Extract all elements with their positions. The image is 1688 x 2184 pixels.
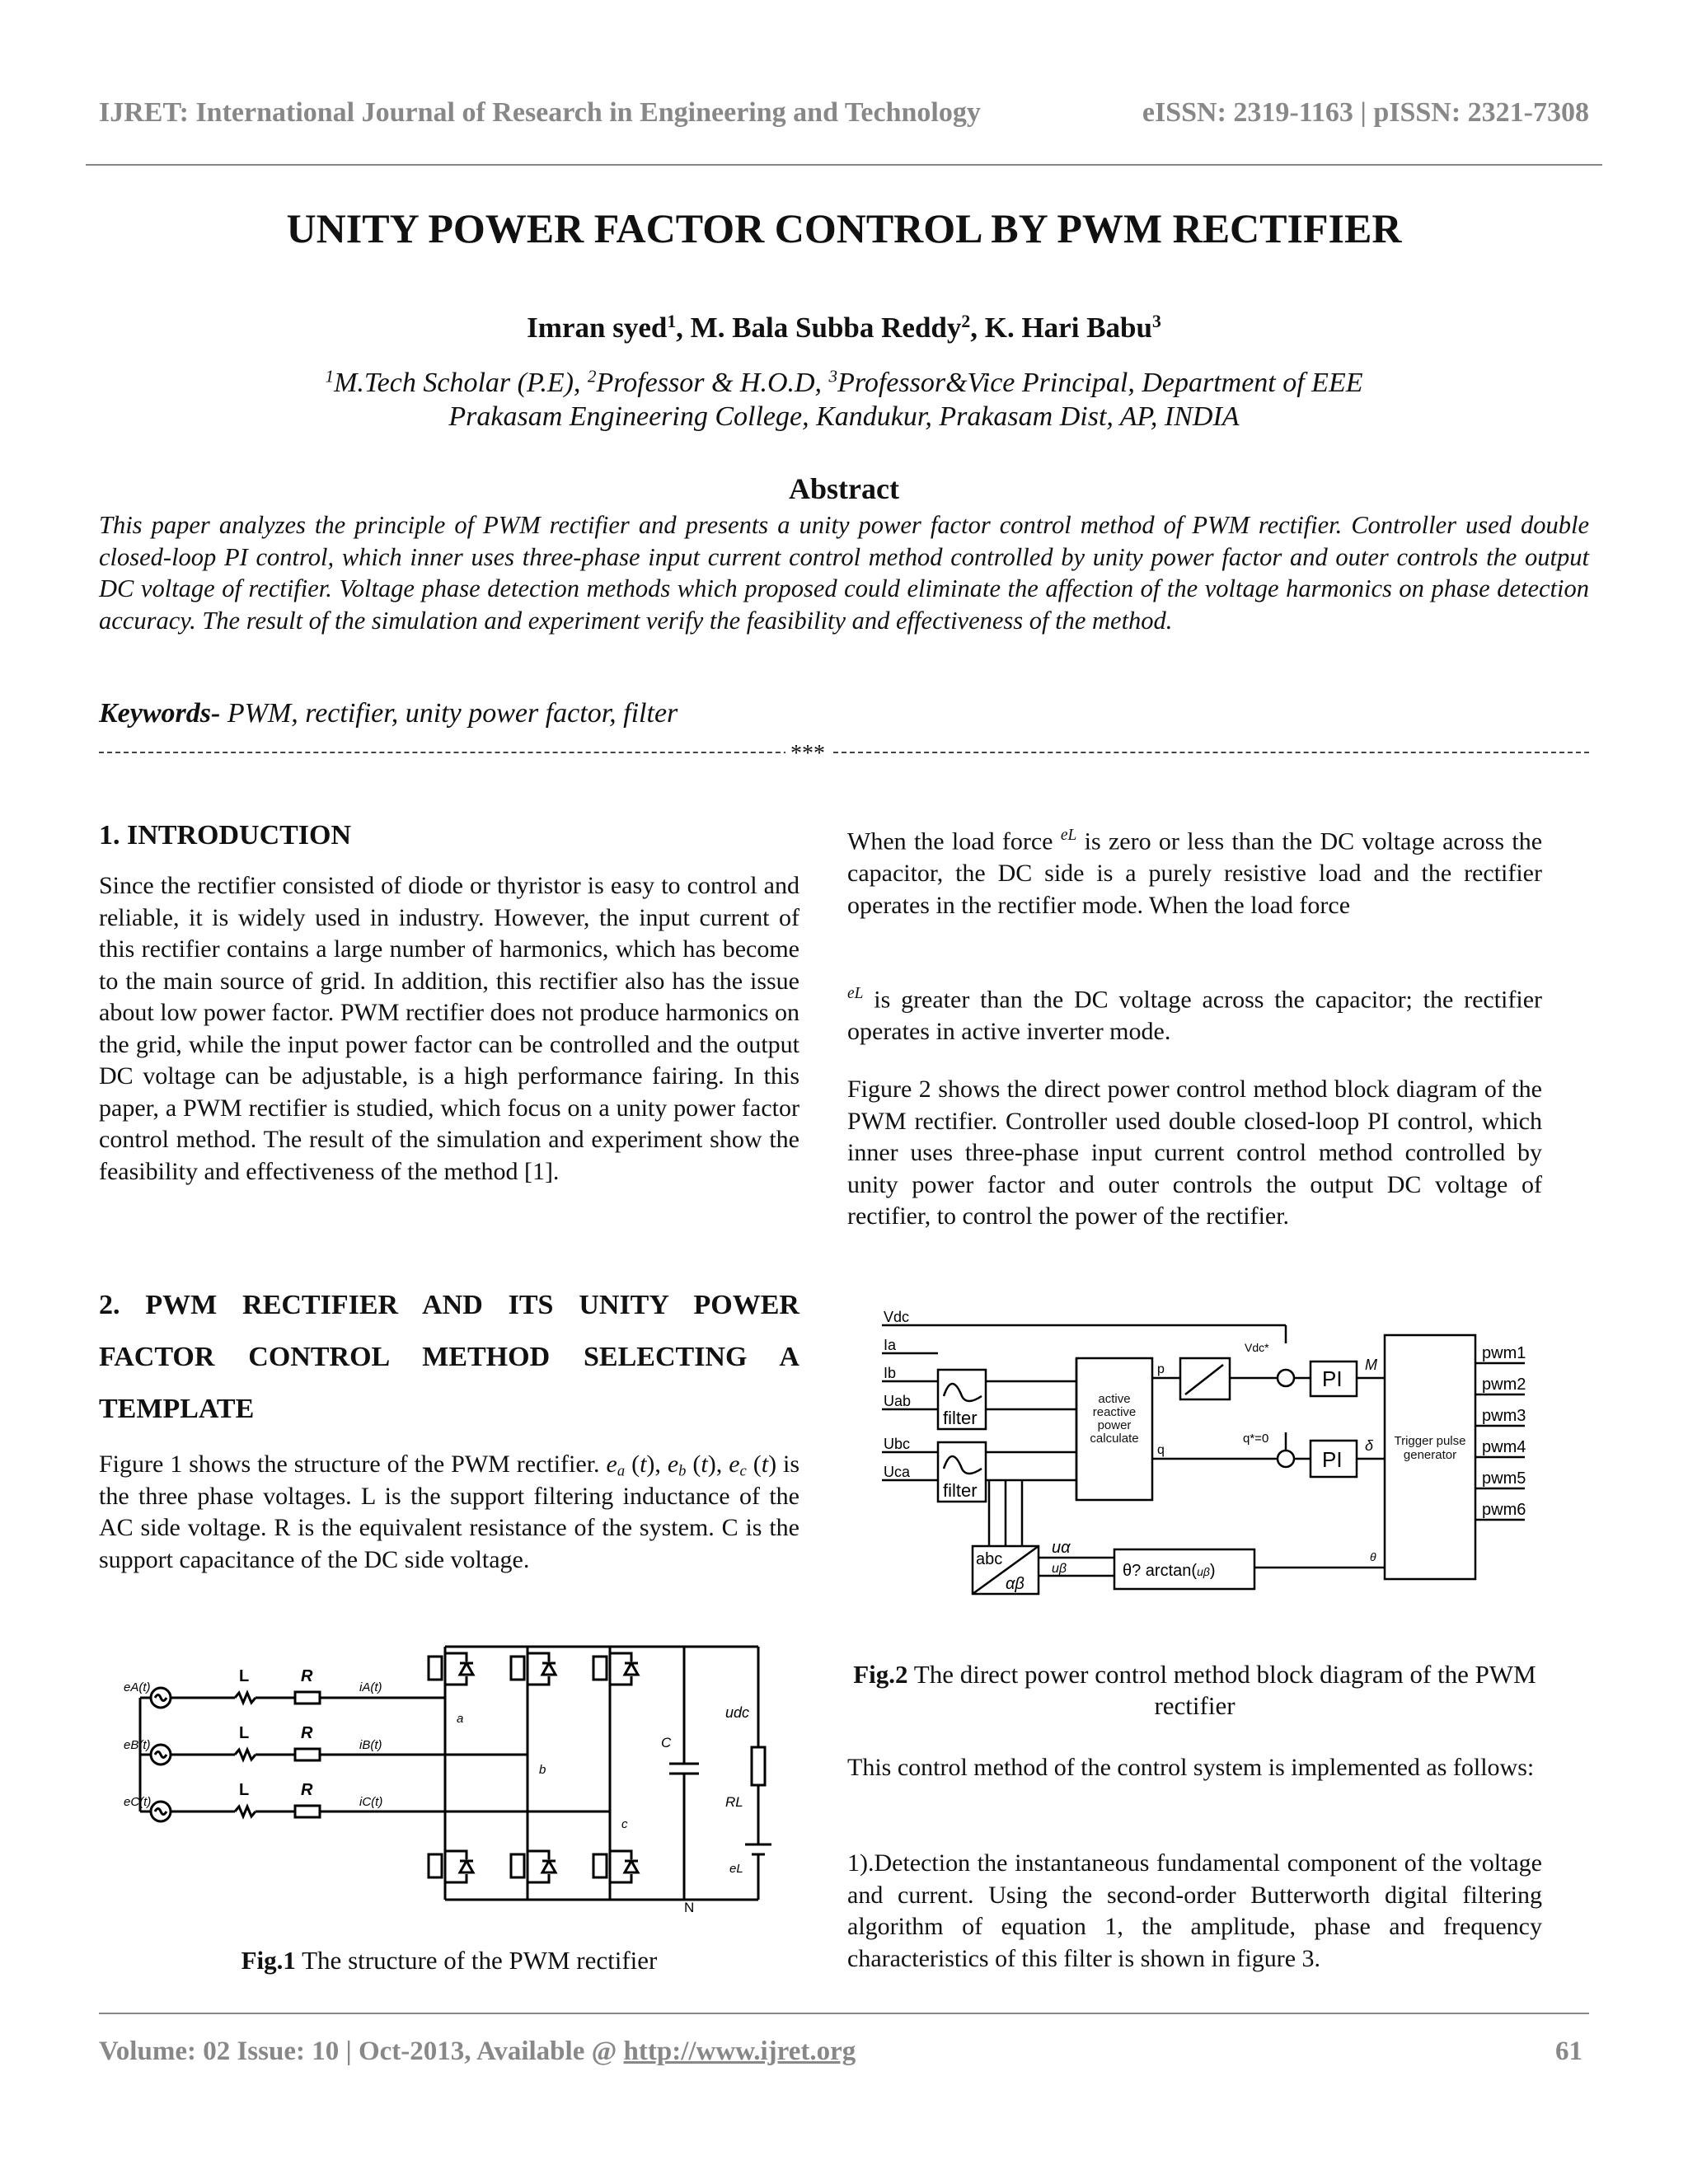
page-number: 61	[1555, 2036, 1582, 2066]
output-pwm1: pwm1	[1482, 1344, 1526, 1362]
input-ia: Ia	[884, 1337, 897, 1353]
right-paragraph-4: This control method of the control system is implemented as follows:	[847, 1754, 1535, 1781]
affiliation-line-1: $^1$M.Tech Scholar (P.E), $^2$Professor & H.O.D, $^3$Professor&Vice Principal, Department of EEE	[325, 366, 1363, 398]
label-L: L	[239, 1781, 250, 1799]
footer-link[interactable]: http://www.ijret.org	[623, 2036, 856, 2066]
pi-block: PI	[1322, 1366, 1343, 1391]
journal-header	[99, 97, 1589, 135]
label-ia: iA(t)	[359, 1680, 382, 1694]
output-pwm6: pwm6	[1482, 1501, 1526, 1519]
label-N: N	[684, 1900, 695, 1915]
fig2-block-diagram	[882, 1310, 1533, 1607]
page-footer	[99, 2036, 1582, 2067]
label-theta: θ	[1370, 1550, 1376, 1563]
label-b: b	[539, 1763, 546, 1777]
author-list: Imran syed$^1$, M. Bala Subba Reddy$^2$, K. Hari Babu$^3$	[527, 312, 1161, 344]
label-C: C	[661, 1735, 672, 1750]
right-paragraph-5: 1).Detection the instantaneous fundamental component of the voltage and current. Using the second-order Butterworth digital filtering algorithm of equation 1, the amplitude, phase and frequency characteristics of this filter is shown in figure 3.	[847, 1849, 1542, 1972]
filter-block: filter	[943, 1408, 978, 1428]
fig2-caption	[847, 1659, 1542, 1722]
author-name: K. Hari Babu	[984, 312, 1152, 344]
phase-row-b	[140, 1745, 528, 1765]
right-paragraph-2: $^{eL}$ is greater than the DC voltage across the capacitor; the rectifier operates in active inverter mode.	[847, 985, 1543, 1046]
label-L: L	[239, 1724, 250, 1742]
output-pwm2: pwm2	[1482, 1376, 1526, 1394]
filter-block: filter	[943, 1480, 978, 1501]
footer-text: Volume: 02 Issue: 10 | Oct-2013, Available @	[99, 2036, 617, 2066]
pi-block: PI	[1322, 1447, 1343, 1472]
header-rule	[86, 164, 1602, 166]
section-separator	[99, 752, 1589, 755]
author-name: Imran syed	[527, 312, 668, 344]
fig1-caption	[99, 1946, 799, 1975]
power-calc-block: active reactive power calculate	[1090, 1393, 1139, 1446]
section-2-text: Figure 1 shows the structure of the PWM rectifier. $e_a$ (t), $e_b$ (t), $e_c$ (t) is the three phase voltages. L is the support filtering inductance of the AC side voltage. R is the equivalent resistance of the system. C is the support capacitance of the DC side voltage.	[99, 1451, 800, 1573]
output-pwm5: pwm5	[1482, 1469, 1526, 1488]
output-pwm4: pwm4	[1482, 1438, 1526, 1456]
keywords-label: Keywords-	[99, 698, 221, 729]
label-q: q	[1157, 1443, 1165, 1457]
input-ib: Ib	[884, 1365, 897, 1381]
label-a: a	[457, 1712, 464, 1726]
abstract-heading: Abstract	[789, 472, 899, 505]
label-ua: uα	[1052, 1539, 1071, 1557]
label-p: p	[1157, 1362, 1165, 1376]
label-ec: eC(t)	[124, 1795, 152, 1809]
fig1-caption-text: The structure of the PWM rectifier	[302, 1946, 658, 1975]
keywords-text: PWM, rectifier, unity power factor, filter	[227, 698, 678, 729]
label-ic: iC(t)	[359, 1795, 383, 1809]
abc-label: abc	[976, 1550, 1003, 1568]
fig1-circuit-diagram	[115, 1632, 799, 1916]
label-RL: RL	[725, 1794, 743, 1810]
abstract-text: This paper analyzes the principle of PWM rectifier and presents a unity power factor control method of PWM rectifier. Controller used double closed-loop PI control, which inner uses three-phase input current control method controlled by unity power factor and outer controls the output DC voltage of rectifier. Voltage phase detection methods which proposed could eliminate the affection of the voltage harmonics on phase detection accuracy. The result of the simulation and experiment verify the feasibility and effectiveness of the method.	[99, 511, 1589, 635]
igbt-bottom-row	[429, 1851, 638, 1882]
label-L: L	[239, 1667, 250, 1685]
label-R: R	[301, 1667, 313, 1685]
fig2-caption-text: The direct power control method block diagram of the PWM rectifier	[913, 1660, 1536, 1720]
section-heading-2: 2. PWM RECTIFIER AND ITS UNITY POWER FACTOR CONTROL METHOD SELECTING A TEMPLATE	[99, 1290, 799, 1424]
input-uca: Uca	[884, 1464, 911, 1480]
label-c: c	[621, 1817, 628, 1831]
label-eb: eB(t)	[124, 1738, 151, 1752]
label-eL: eL	[729, 1862, 743, 1876]
label-udc: udc	[725, 1704, 750, 1721]
label-ib: iB(t)	[359, 1738, 382, 1752]
fig2-label: Fig.2	[853, 1660, 908, 1689]
section-heading-introduction: 1. INTRODUCTION	[99, 820, 352, 851]
output-pwm3: pwm3	[1482, 1407, 1526, 1425]
arctan-block: θ? arctan(uβ)	[1123, 1562, 1216, 1580]
input-uab: Uab	[884, 1393, 912, 1409]
pulse-generator-block: Trigger pulse generator	[1394, 1434, 1466, 1462]
right-paragraph-3: Figure 2 shows the direct power control method block diagram of the PWM rectifier. Controller used double closed-loop PI control, which inner uses three-phase input current control method controlled by unity power factor and outer controls the output DC voltage of rectifier, to control the power of the rectifier.	[847, 1076, 1542, 1230]
input-ubc: Ubc	[884, 1436, 911, 1452]
affiliation-line-2: Prakasam Engineering College, Kandukur, Prakasam Dist, AP, INDIA	[448, 401, 1240, 432]
author-name: M. Bala Subba Reddy	[690, 312, 962, 344]
label-R: R	[301, 1781, 313, 1799]
input-vdc: Vdc	[884, 1310, 910, 1325]
footer-rule	[99, 2013, 1589, 2014]
right-paragraph-1: When the load force $^{eL}$ is zero or less than the DC voltage across the capacitor, the DC side is a purely resistive load and the rectifier operates in the rectifier mode. When the load force	[847, 827, 1543, 919]
separator-stars: ***	[785, 744, 830, 764]
label-R: R	[301, 1724, 313, 1742]
label-M: M	[1365, 1357, 1377, 1373]
fig1-label: Fig.1	[241, 1946, 296, 1975]
journal-issn: eISSN: 2319-1163 | pISSN: 2321-7308	[1142, 97, 1589, 128]
alpha-beta-label: αβ	[1006, 1575, 1025, 1593]
label-q-ref: q*=0	[1243, 1432, 1269, 1446]
keywords	[99, 698, 678, 729]
paper-title: UNITY POWER FACTOR CONTROL BY PWM RECTIFIER	[286, 205, 1402, 251]
label-delta: δ	[1365, 1437, 1374, 1454]
phase-row-a	[140, 1688, 445, 1708]
igbt-top-row	[429, 1653, 638, 1685]
label-ea: eA(t)	[124, 1680, 151, 1694]
label-vdc-ref: Vdc*	[1245, 1341, 1269, 1354]
journal-name: IJRET: International Journal of Research in Engineering and Technology	[99, 97, 981, 128]
label-ub: uβ	[1052, 1562, 1067, 1576]
introduction-text: Since the rectifier consisted of diode or thyristor is easy to control and reliable, it is widely used in industry. However, the input current of this rectifier contains a large number of harmonics, which has become to the main source of grid. In addition, this rectifier also has the issue about low power factor. PWM rectifier does not produce harmonics on the grid, while the input power factor can be controlled and the output DC voltage can be adjustable, is a high performance fairing. In this paper, a PWM rectifier is studied, which focus on a unity power factor control method. The result of the simulation and experiment show the feasibility and effectiveness of the method [1].	[99, 872, 799, 1185]
